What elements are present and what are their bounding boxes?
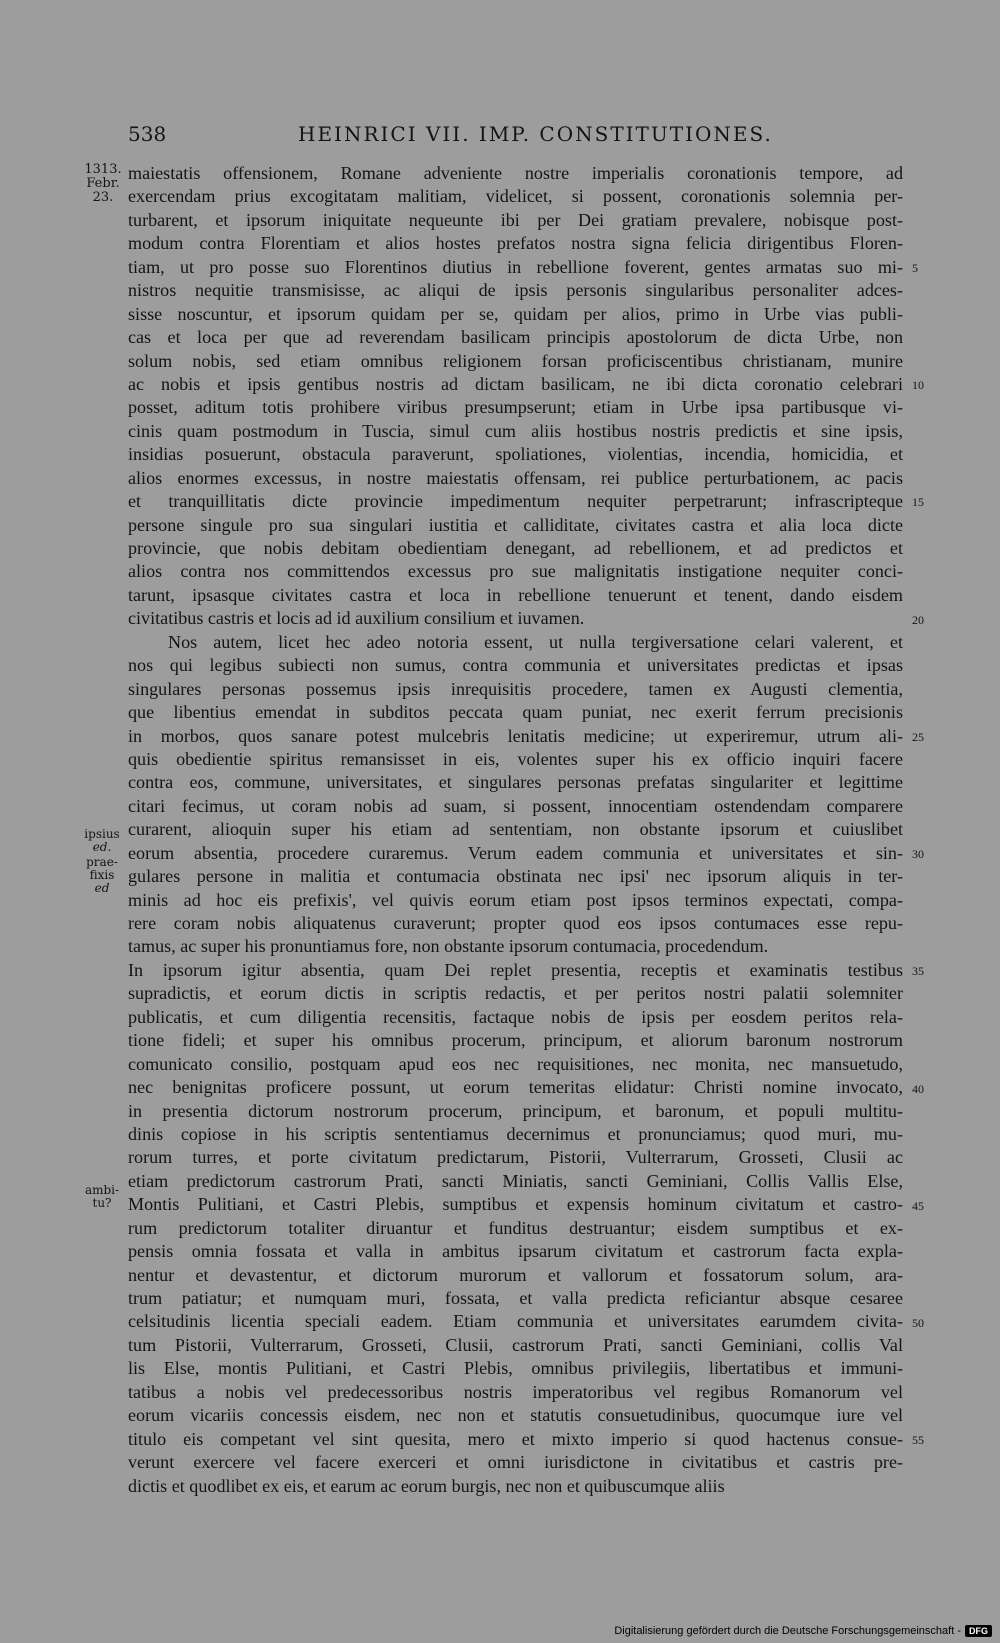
text-line: eorum absentia, procedere curaremus. Verum eadem communia et universitates et sin-: [128, 842, 903, 863]
body-text: [128, 162, 903, 1498]
text-line: nos qui legibus subiecti non sumus, contra communia et universitates predictas et ipsas: [128, 655, 903, 676]
text-line: Montis Pulitiani, et Castri Plebis, sumptibus et expensis hominum civitatum et castro-: [128, 1194, 903, 1215]
line-number: 55: [912, 1433, 924, 1448]
text-line: eorum vicariis concessis eisdem, nec non et statutis consuetudinibus, quocumque iure vel: [128, 1405, 903, 1426]
text-line: tum Pistorii, Vulterrarum, Grosseti, Clusii, castrorum Prati, sancti Geminiani, collis Val: [128, 1334, 903, 1355]
date-year: 1313.: [84, 162, 122, 177]
text-line: titulo eis competant vel sint quesita, mero et mixto imperio si quod hactenus consue-: [128, 1428, 903, 1449]
text-line: tione fideli; et super his omnibus procerum, principum, et aliorum baronum nostrorum: [128, 1030, 903, 1051]
line-number: 15: [912, 495, 924, 510]
line-number: 30: [912, 847, 924, 862]
margin-note-text: fixis: [89, 868, 115, 882]
line-number: 20: [912, 612, 924, 627]
text-line: quis obedientie spiritus remansisset in eis, volentes super his ex officio inquiri facere: [128, 748, 903, 769]
text-line: curarent, alioquin super his etiam ad sententiam, non obstante ipsorum et cuiuslibet: [128, 819, 903, 840]
date-month: Febr.: [86, 176, 120, 191]
text-line: tatibus a nobis vel predecessoribus nostris imperatoribus vel regibus Romanorum vel: [128, 1381, 903, 1402]
date-day: 23.: [92, 190, 114, 205]
text-line: in morbos, quos sanare potest mulcebris lenitatis medicine; ut experiremur, utrum ali-: [128, 725, 903, 746]
text-line: pensis omnia fossata et valla in ambitus ipsarum civitatum et castrorum facta expla-: [128, 1241, 903, 1262]
text-line: dictis et quodlibet ex eis, et earum ac eorum burgis, nec non et quibuscumque aliis: [128, 1475, 725, 1496]
text-line: modum contra Florentiam et alios hostes prefatos nostra signa felicia dirigentibus Floren-: [128, 233, 903, 254]
text-line: gulares persone in malitia et contumacia obstinata nec ipsi' nec ipsorum aliquis in ter-: [128, 866, 903, 887]
margin-note-ipsius: [80, 828, 124, 854]
text-line: etiam predictorum castrorum Prati, sancti Miniatis, sancti Geminiani, Collis Vallis Else,: [128, 1170, 903, 1191]
margin-note-text: ambi-: [84, 1183, 120, 1197]
margin-note-text: ed.: [92, 840, 112, 854]
text-line: publicatis, et cum diligentia recensitis, factaque nobis de ipsis per eosdem peritos rela-: [128, 1006, 903, 1027]
dfg-logo: DFG: [965, 1625, 992, 1637]
footer-text: Digitalisierung gefördert durch die Deutsche Forschungsgemeinschaft -: [614, 1625, 961, 1637]
margin-note-text: prae-: [86, 855, 118, 869]
text-line: trum patiatur; et numquam muri, fossata, et valla predicta reficiantur absque cesaree: [128, 1288, 903, 1308]
margin-note-ambitu: [80, 1184, 124, 1210]
line-number: 10: [912, 378, 924, 393]
text-line: nec benignitas proficere possunt, ut eorum temeritas elidatur: Christi nomine invocato,: [128, 1077, 903, 1098]
text-line: In ipsorum igitur absentia, quam Dei replet presentia, receptis et examinatis testibus: [128, 959, 903, 980]
text-line: civitatibus castris et locis ad id auxilium consilium et iuvamen.: [128, 608, 585, 629]
text-line: maiestatis offensionem, Romane adveniente nostre imperialis coronationis tempore, ad: [128, 163, 903, 183]
text-line: tamus, ac super his pronuntiamus fore, non obstante ipsorum contumacia, procedendum.: [128, 936, 769, 957]
margin-note-praefixis: [80, 856, 124, 895]
margin-note-text: ipsius: [84, 827, 120, 841]
line-number: 50: [912, 1316, 924, 1331]
margin-note-text: ed: [94, 881, 110, 895]
text-line: rum predictorum totaliter diruantur et funditus destruantur; eisdem sumptibus et ex-: [128, 1217, 903, 1238]
text-line: exercendam prius excogitatam malitiam, videlicet, si possent, coronationis solemnia per-: [128, 186, 903, 207]
text-line: celsitudinis licentia speciali eadem. Etiam communia et universitates earumdem civita-: [128, 1311, 903, 1332]
text-line: tiam, ut pro posse suo Florentinos diutius in rebellione foverent, gentes armatas suo mi-: [128, 256, 903, 277]
line-number: 45: [912, 1198, 924, 1213]
line-number: 35: [912, 964, 924, 979]
page-header: [128, 122, 908, 152]
text-line: tarunt, ipsasque civitates castra et loca in rebellione tenuerunt et tenent, dando eisdem: [128, 584, 903, 605]
text-line: citari fecimus, ut coram nobis ad suam, si possent, innocentiam ostendendam comparere: [128, 795, 903, 816]
text-line: rorum turres, et porte civitatum predictarum, Pistorii, Vulterrarum, Grosseti, Clusii ac: [128, 1147, 903, 1168]
text-line: dinis copiose in his scriptis sententiamus decernimus et pronunciamus; quod muri, mu-: [128, 1123, 903, 1144]
text-line: sisse noscuntur, et ipsorum quidam per se, quidam per alios, primo in Urbe vias publi-: [128, 303, 903, 324]
text-line: minis ad hoc eis prefixis', vel quivis eorum etiam post ipsos terminos expectati, compa-: [128, 889, 903, 910]
text-line: et tranquillitatis dicte provincie impedimentum nequiter perpetrarunt; infrascripteque: [128, 491, 903, 512]
text-line: alios contra nos committendos excessus pro sue malignitatis instigatione nequiter conci-: [128, 561, 903, 582]
text-line: lis Else, montis Pulitiani, et Castri Plebis, omnibus privilegiis, libertatibus et immuni-: [128, 1358, 903, 1379]
text-line: rere coram nobis aliquatenus curaverunt; propter quod eos ipsos contumaces esse repu-: [128, 913, 903, 933]
text-line: Nos autem, licet hec adeo notoria essent, ut nulla tergiversatione celari valerent, et: [168, 631, 903, 652]
text-line: cinis quam postmodum in Tuscia, simul cum aliis hostibus nostris predictis et sine ipsis,: [128, 420, 903, 441]
text-line: alios enormes excessus, in nostre maiestatis offensam, rei publice perturbationem, ac pacis: [128, 467, 903, 488]
text-line: posset, aditum totis prohibere viribus presumpserunt; etiam in Urbe ipsa partibusque vi-: [128, 397, 903, 418]
date-margin-note: [80, 163, 126, 205]
text-line: comunicato consilio, postquam apud eos nec requisitiones, nec monita, nec mansuetudo,: [128, 1053, 903, 1074]
text-line: turbarent, et ipsorum iniquitate nequeunte ibi per Dei gratiam prevalere, nobisque post-: [128, 209, 903, 230]
line-number: 40: [912, 1081, 924, 1096]
text-line: cas et loca per que ad reverendam basilicam principis apostolorum de dicta Urbe, non: [128, 327, 903, 348]
text-line: persone singule pro sua singulari iustitia et calliditate, civitates castra et alia loca dicte: [128, 514, 903, 535]
text-line: solum nobis, sed etiam omnibus religionem forsan proficiscentibus christianam, munire: [128, 350, 903, 371]
text-line: nistros nequitie transmisisse, ac aliqui de ipsis personis singularibus personaliter adces-: [128, 280, 903, 301]
text-line: contra eos, commune, universitates, et singulares personas prefatas singulariter et legittime: [128, 772, 903, 793]
text-line: supradictis, et eorum dictis in scriptis redactis, et per peritos nostri palatii solemniter: [128, 983, 903, 1004]
line-number: 5: [912, 260, 918, 275]
text-line: verunt exercere vel facere exerceri et omni iurisdictone in civitatibus et castris pre-: [128, 1452, 903, 1473]
text-line: provincie, que nobis debitam obedientiam denegant, ad rebellionem, et ad predictos et: [128, 538, 903, 558]
text-line: in presentia dictorum nostrorum procerum, principum, et baronum, et populi multitu-: [128, 1100, 903, 1121]
line-number: 25: [912, 729, 924, 744]
text-line: insidias posuerunt, obstacula paraverunt, spoliationes, violentias, incendia, homicidia, et: [128, 444, 903, 465]
digitization-footer: [614, 1625, 992, 1637]
text-line: nentur et devastentur, et dictorum murorum et vallorum et fossatorum solum, ara-: [128, 1264, 903, 1285]
text-line: ac nobis et ipsis gentibus nostris ad dictam basilicam, ne ibi dicta coronatio celebrari: [128, 373, 903, 394]
text-line: singulares personas possemus ipsis inrequisitis procedere, tamen ex Augusti clementia,: [128, 678, 903, 699]
margin-note-text: tu?: [92, 1196, 112, 1210]
page-number: 538: [128, 122, 167, 146]
text-line: que libentius emendat in subditos peccata quam puniat, nec exerit ferrum precisionis: [128, 702, 903, 723]
running-title: HEINRICI VII. IMP. CONSTITUTIONES.: [298, 122, 773, 146]
